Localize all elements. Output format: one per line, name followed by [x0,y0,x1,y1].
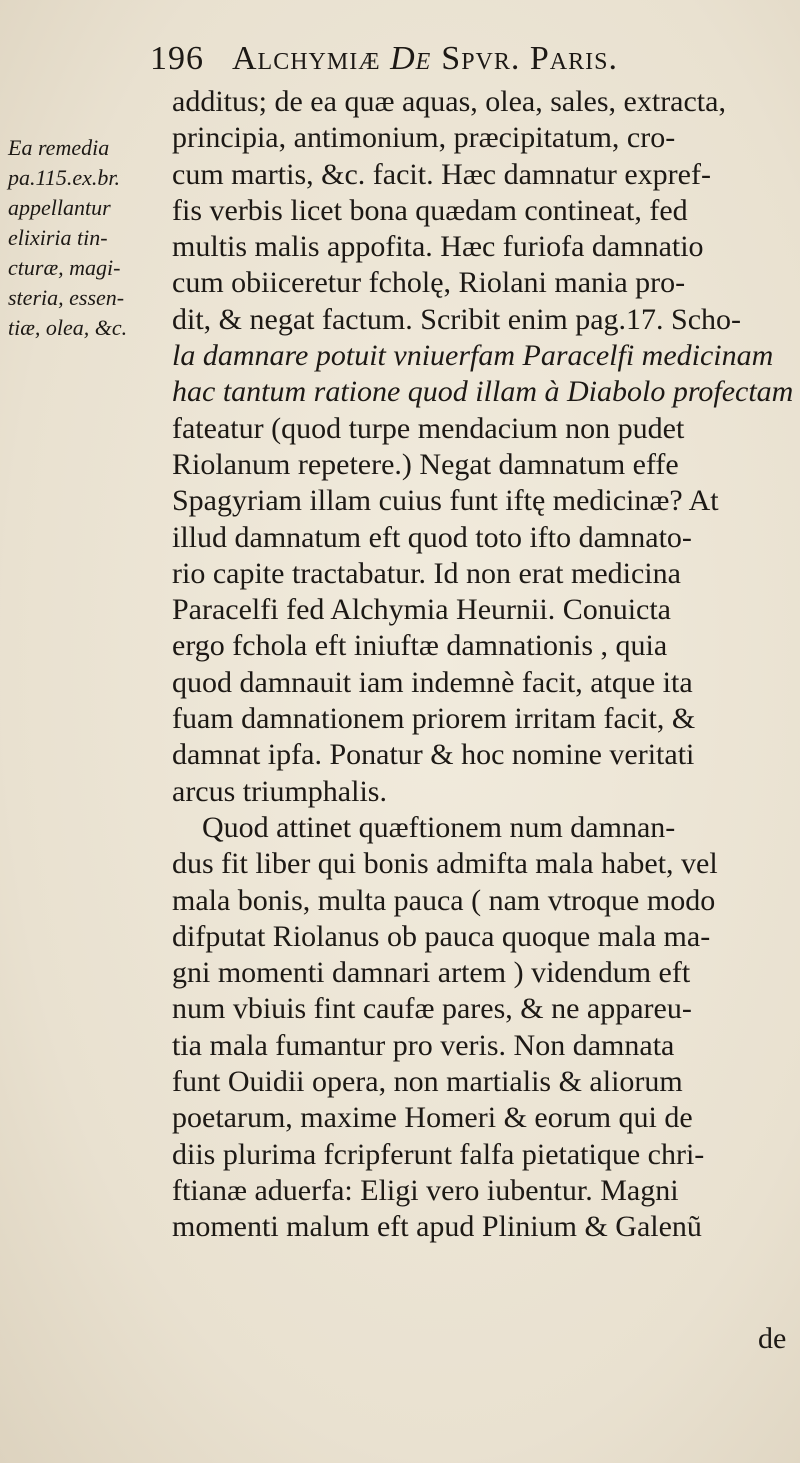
text-line: arcus triumphalis. [172,774,387,808]
text-line: Riolanum repetere.) Negat damnatum effe [172,447,679,481]
text-line: illud damnatum eft quod toto ifto damnato- [172,520,692,554]
marginal-note-line: Ea remedia [8,135,110,160]
marginal-note-line: elixiria tin- [8,225,108,250]
text-line: rio capite tractabatur. Id non erat medicina [172,556,681,590]
marginal-note-line: pa.115.ex.br. [8,165,121,190]
text-line: multis malis appofita. Hæc furiofa damnatio [172,230,704,264]
text-line: additus; de ea quæ aquas, olea, sales, extracta, [172,85,726,118]
text-line: funt Ouidii opera, non martialis & aliorum [172,1065,683,1099]
text-line: cum obiiceretur fcholę, Riolani mania pro- [172,266,686,300]
text-line: fateatur (quod turpe mendacium non pudet [172,411,685,445]
text-line: ftianæ aduerfa: Eligi vero iubentur. Magni [172,1173,679,1207]
text-line: momenti malum eft apud Plinium & Galenũ [172,1210,702,1244]
text-line: dit, & negat factum. Scribit enim pag.17. Scho- [172,302,742,336]
text-line: diis plurima fcripferunt falfa pietatique chri- [172,1137,705,1171]
text-line: cum martis, &c. facit. Hæc damnatur expref- [172,157,711,191]
text-line: gni momenti damnari artem ) videndum eft [172,956,691,990]
text-line: hac tantum ratione quod illam à Diabolo profectam [172,375,794,409]
marginal-note-line: steria, essen- [8,285,125,310]
text-line: poetarum, maxime Homeri & eorum qui de [172,1101,693,1135]
header-title-de: De [390,40,432,77]
text-line: principia, antimonium, præcipitatum, cro- [172,121,676,155]
text-line: fuam damnationem priorem irritam facit, & [172,702,696,736]
page-number: 196 [150,40,204,77]
main-text-block [172,84,800,1246]
text-line: difputat Riolanus ob pauca quoque mala ma- [172,919,711,953]
text-line: dus fit liber qui bonis admifta mala habet, vel [172,847,718,881]
text-line: quod damnauit iam indemnè facit, atque ita [172,665,693,699]
text-line: damnat ipfa. Ponatur & hoc nomine veritati [172,738,695,772]
text-line: mala bonis, multa pauca ( nam vtroque modo [172,883,716,917]
text-line: la damnare potuit vniuerfam Paracelfi medicinam [172,339,774,373]
text-line: ergo fchola eft iniuftæ damnationis , quia [172,629,668,663]
text-line: tia mala fumantur pro veris. Non damnata [172,1028,675,1062]
header-title-alchymiae: Alchymiæ [232,40,381,77]
marginal-note [8,133,156,343]
header-title-spur-paris: Spvr. Paris. [441,40,618,77]
running-header [150,40,790,78]
text-line: num vbiuis fint caufæ pares, & ne appareu- [172,992,692,1026]
catchword: de [758,1322,787,1355]
text-line: Quod attinet quæftionem num damnan- [172,810,676,844]
text-line: fis verbis licet bona quædam contineat, fed [172,193,688,227]
marginal-note-line: cturæ, magi- [8,255,121,280]
text-line: Spagyriam illam cuius funt iftę medicinæ? At [172,484,719,518]
marginal-note-line: appellantur [8,195,111,220]
text-line: Paracelfi fed Alchymia Heurnii. Conuicta [172,593,671,627]
marginal-note-line: tiæ, olea, &c. [8,315,128,340]
